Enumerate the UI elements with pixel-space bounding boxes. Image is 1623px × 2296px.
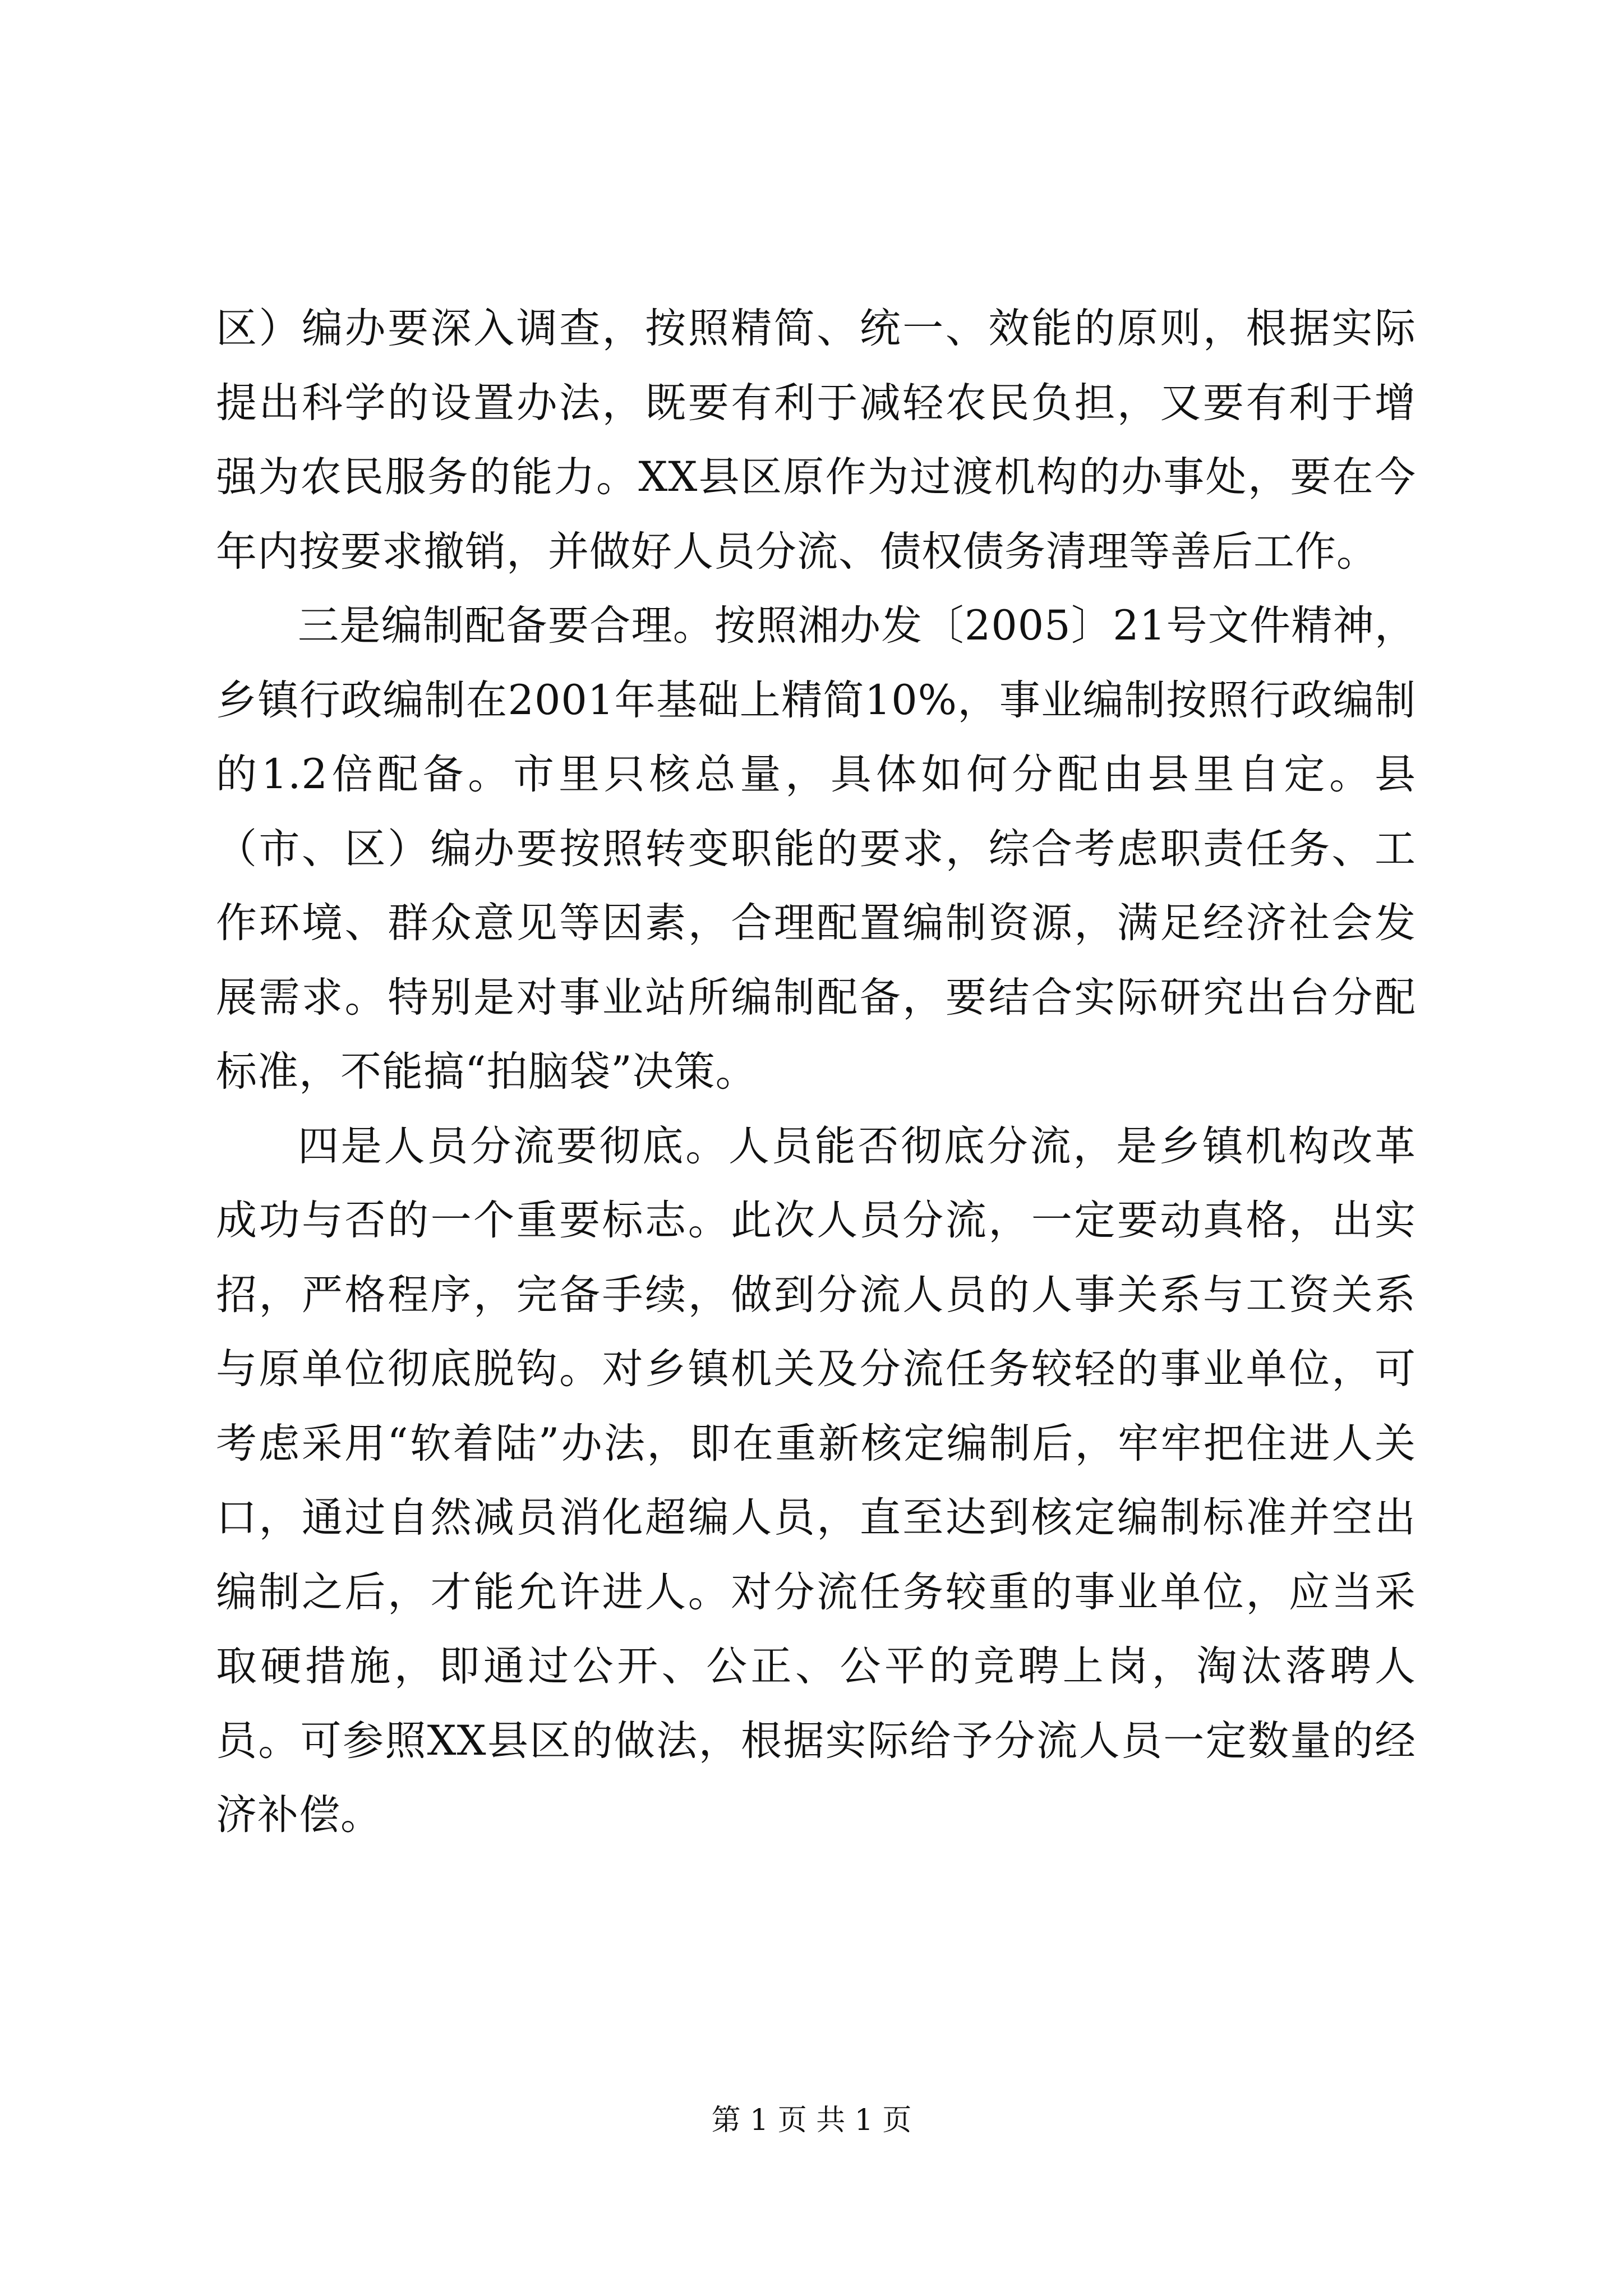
- paragraph-2: 三是编制配备要合理。按照湘办发〔2005〕21号文件精神，乡镇行政编制在2001年基础上精简10%，事业编制按照行政编制的1.2倍配备。市里只核总量，具体如何分配由县里自定。县（市、区）编办要按照转变职能的要求，综合考虑职责任务、工作环境、群众意见等因素，合理配置编制资源，满足经济社会发展需求。特别是对事业站所编制配备，要结合实际研究出台分配标准，不能搞“拍脑袋”决策。: [216, 602, 1416, 1096]
- document-body: [216, 292, 1416, 1853]
- paragraph-1: 区）编办要深入调查，按照精简、统一、效能的原则，根据实际提出科学的设置办法，既要有利于减轻农民负担，又要有利于增强为农民服务的能力。XX县区原作为过渡机构的办事处，要在今年内按要求撤销，并做好人员分流、债权债务清理等善后工作。: [216, 305, 1416, 576]
- paragraph-3: 四是人员分流要彻底。人员能否彻底分流，是乡镇机构改革成功与否的一个重要标志。此次人员分流，一定要动真格，出实招，严格程序，完备手续，做到分流人员的人事关系与工资关系与原单位彻底脱钩。对乡镇机关及分流任务较轻的事业单位，可考虑采用“软着陆”办法，即在重新核定编制后，牢牢把住进人关口，通过自然减员消化超编人员，直至达到核定编制标准并空出编制之后，才能允许进人。对分流任务较重的事业单位，应当采取硬措施，即通过公开、公正、公平的竞聘上岗，淘汰落聘人员。可参照XX县区的做法，根据实际给予分流人员一定数量的经济补偿。: [216, 1122, 1416, 1839]
- page-footer: 第 1 页 共 1 页: [711, 2104, 912, 2137]
